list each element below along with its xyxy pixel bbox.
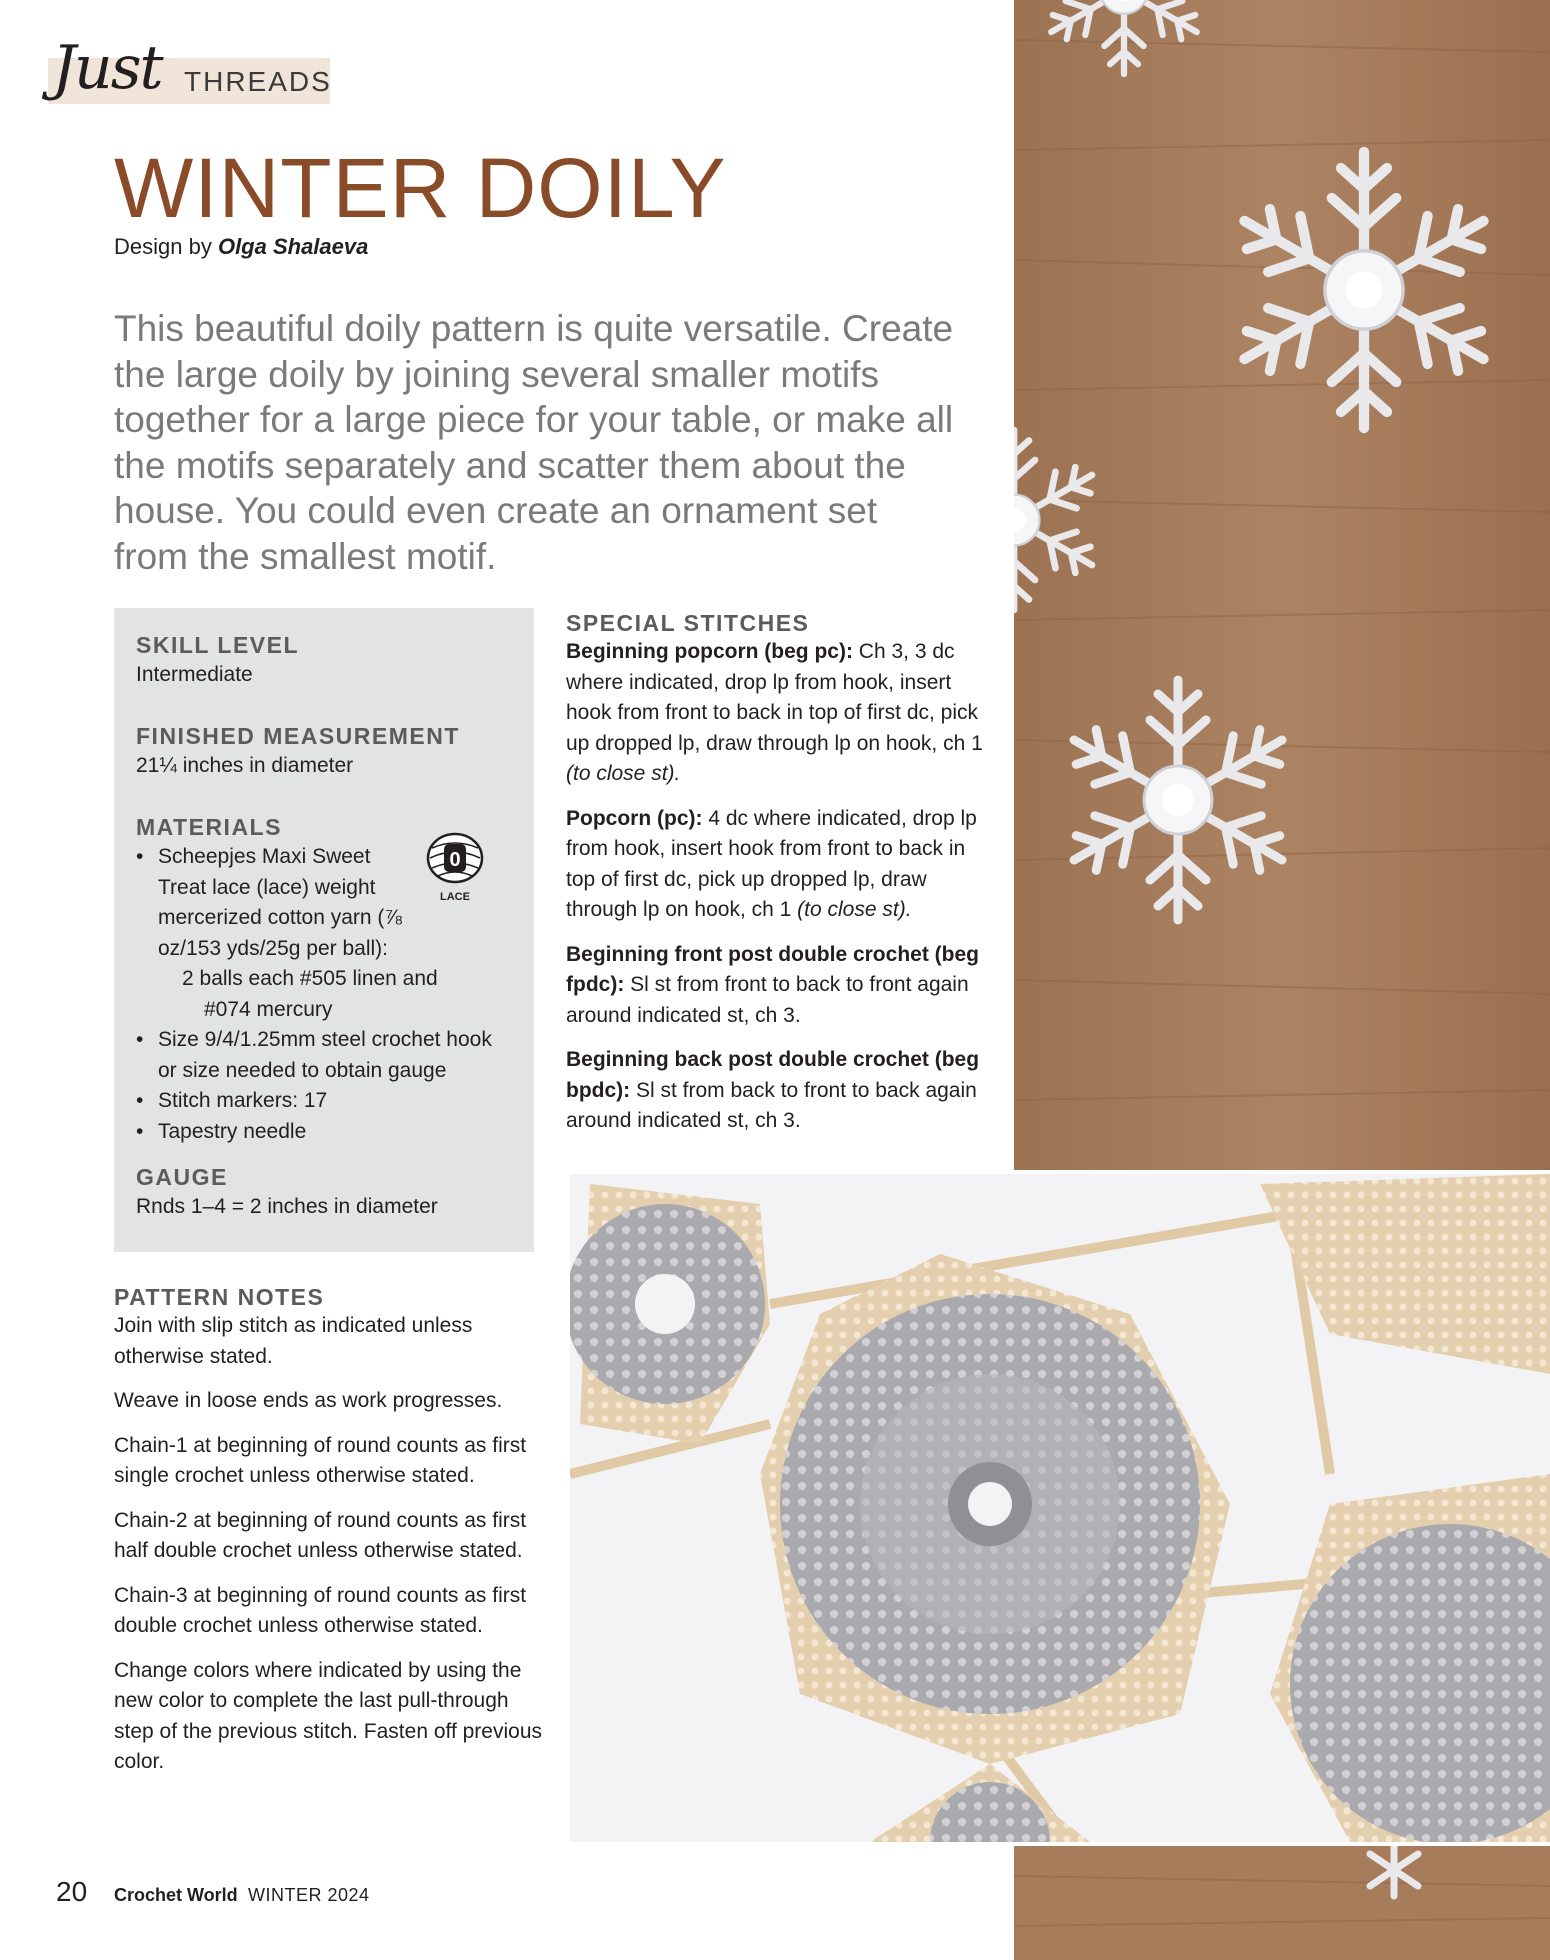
- materials-item: • Scheepjes Maxi Sweet Treat lace (lace) weight mercerized cotton yarn (⅞ oz/153 yds/25g per ball):: [136, 842, 403, 964]
- stitch-definition: [566, 940, 996, 1032]
- yarn-weight-icon: [426, 830, 484, 904]
- section-tag-script: Just: [52, 33, 162, 103]
- gauge-heading: GAUGE: [136, 1164, 228, 1190]
- page-number: 20: [56, 1876, 88, 1907]
- special-stitches-section: [566, 608, 996, 1151]
- stitch-text: 4 dc where indicated, drop lp from hook, insert hook from front to back in top of first dc, pick up dropped lp, draw through lp on hook, ch 1: [566, 806, 977, 921]
- stitch-note: (to close st).: [566, 762, 681, 785]
- yarn-weight-number: 0: [449, 849, 461, 871]
- issue-label: WINTER 2024: [248, 1885, 370, 1905]
- pattern-notes-section: [114, 1286, 544, 1792]
- designer-name: Olga Shalaeva: [217, 234, 369, 259]
- snowflake-photo: [1014, 0, 1550, 1170]
- doily-photo-art: [570, 1174, 1550, 1842]
- byline: [114, 236, 368, 258]
- stitch-definition: [566, 1045, 996, 1137]
- pattern-note: Chain-2 at beginning of round counts as first half double crochet unless otherwise stated.: [114, 1508, 527, 1562]
- materials-item: • Stitch markers: 17: [136, 1086, 516, 1117]
- materials-subitem: #074 mercury: [204, 997, 333, 1021]
- stitch-text: Sl st from back to front to back again around indicated st, ch 3.: [566, 1078, 977, 1132]
- stitch-text: Ch 3, 3 dc where indicated, drop lp from hook, insert hook from front to back in top of first dc, pick up dropped lp, draw through lp on hook, ch 1: [566, 640, 983, 755]
- stitch-definition: [566, 637, 996, 790]
- section-tag-label: THREADS: [184, 66, 332, 97]
- stitch-name: Popcorn (pc):: [566, 806, 703, 830]
- snowflake-photo-bottom-art: [1014, 1846, 1550, 1960]
- pattern-notes-heading: PATTERN NOTES: [114, 1284, 325, 1310]
- stitch-text: Sl st from front to back to front again around indicated st, ch 3.: [566, 973, 969, 1027]
- pattern-note: Chain-3 at beginning of round counts as first double crochet unless otherwise stated.: [114, 1583, 527, 1637]
- pattern-note: Weave in loose ends as work progresses.: [114, 1389, 503, 1412]
- doily-photo: [570, 1174, 1550, 1842]
- materials-subitem: 2 balls each #505 linen and: [182, 967, 438, 990]
- skill-level-heading: SKILL LEVEL: [136, 632, 300, 658]
- special-stitches-heading: SPECIAL STITCHES: [566, 610, 810, 636]
- stitch-name: Beginning popcorn (beg pc):: [566, 640, 853, 663]
- skill-level-value: Intermediate: [136, 663, 253, 686]
- stitch-name: Beginning front post double crochet (beg fpdc):: [566, 942, 979, 996]
- materials-item: • Tapestry needle: [136, 1117, 516, 1148]
- pattern-note: Chain-1 at beginning of round counts as first single crochet unless otherwise stated.: [114, 1433, 527, 1487]
- stitch-note: (to close st).: [797, 898, 912, 921]
- pattern-note: Change colors where indicated by using the new color to complete the last pull-through step of the previous stitch. Fasten off previous color.: [114, 1658, 543, 1773]
- page-title: WINTER DOILY: [114, 141, 727, 235]
- materials-heading: MATERIALS: [136, 814, 282, 840]
- gauge-value: Rnds 1–4 = 2 inches in diameter: [136, 1195, 438, 1218]
- intro-paragraph: This beautiful doily pattern is quite versatile. Create the large doily by joining several smaller motifs together for a large piece for your table, or make all the motifs separately and scatter them about the house. You could even create an ornament set from the smallest motif.: [114, 308, 954, 577]
- snowflake-photo-art: [1014, 0, 1550, 1170]
- magazine-name: Crochet World: [114, 1885, 238, 1905]
- pattern-note: Join with slip stitch as indicated unless otherwise stated.: [114, 1314, 473, 1368]
- measurement-value: 21¼ inches in diameter: [136, 754, 354, 777]
- stitch-definition: [566, 804, 996, 926]
- byline-prefix: Design by: [114, 234, 218, 259]
- snowflake-photo-bottom: [1014, 1846, 1550, 1960]
- info-box: [114, 608, 534, 1252]
- materials-item: • Size 9/4/1.25mm steel crochet hook or size needed to obtain gauge: [136, 1025, 516, 1086]
- stitch-name: Beginning back post double crochet (beg bpdc):: [566, 1048, 980, 1102]
- measurement-heading: FINISHED MEASUREMENT: [136, 723, 460, 749]
- yarn-weight-label: LACE: [440, 891, 470, 903]
